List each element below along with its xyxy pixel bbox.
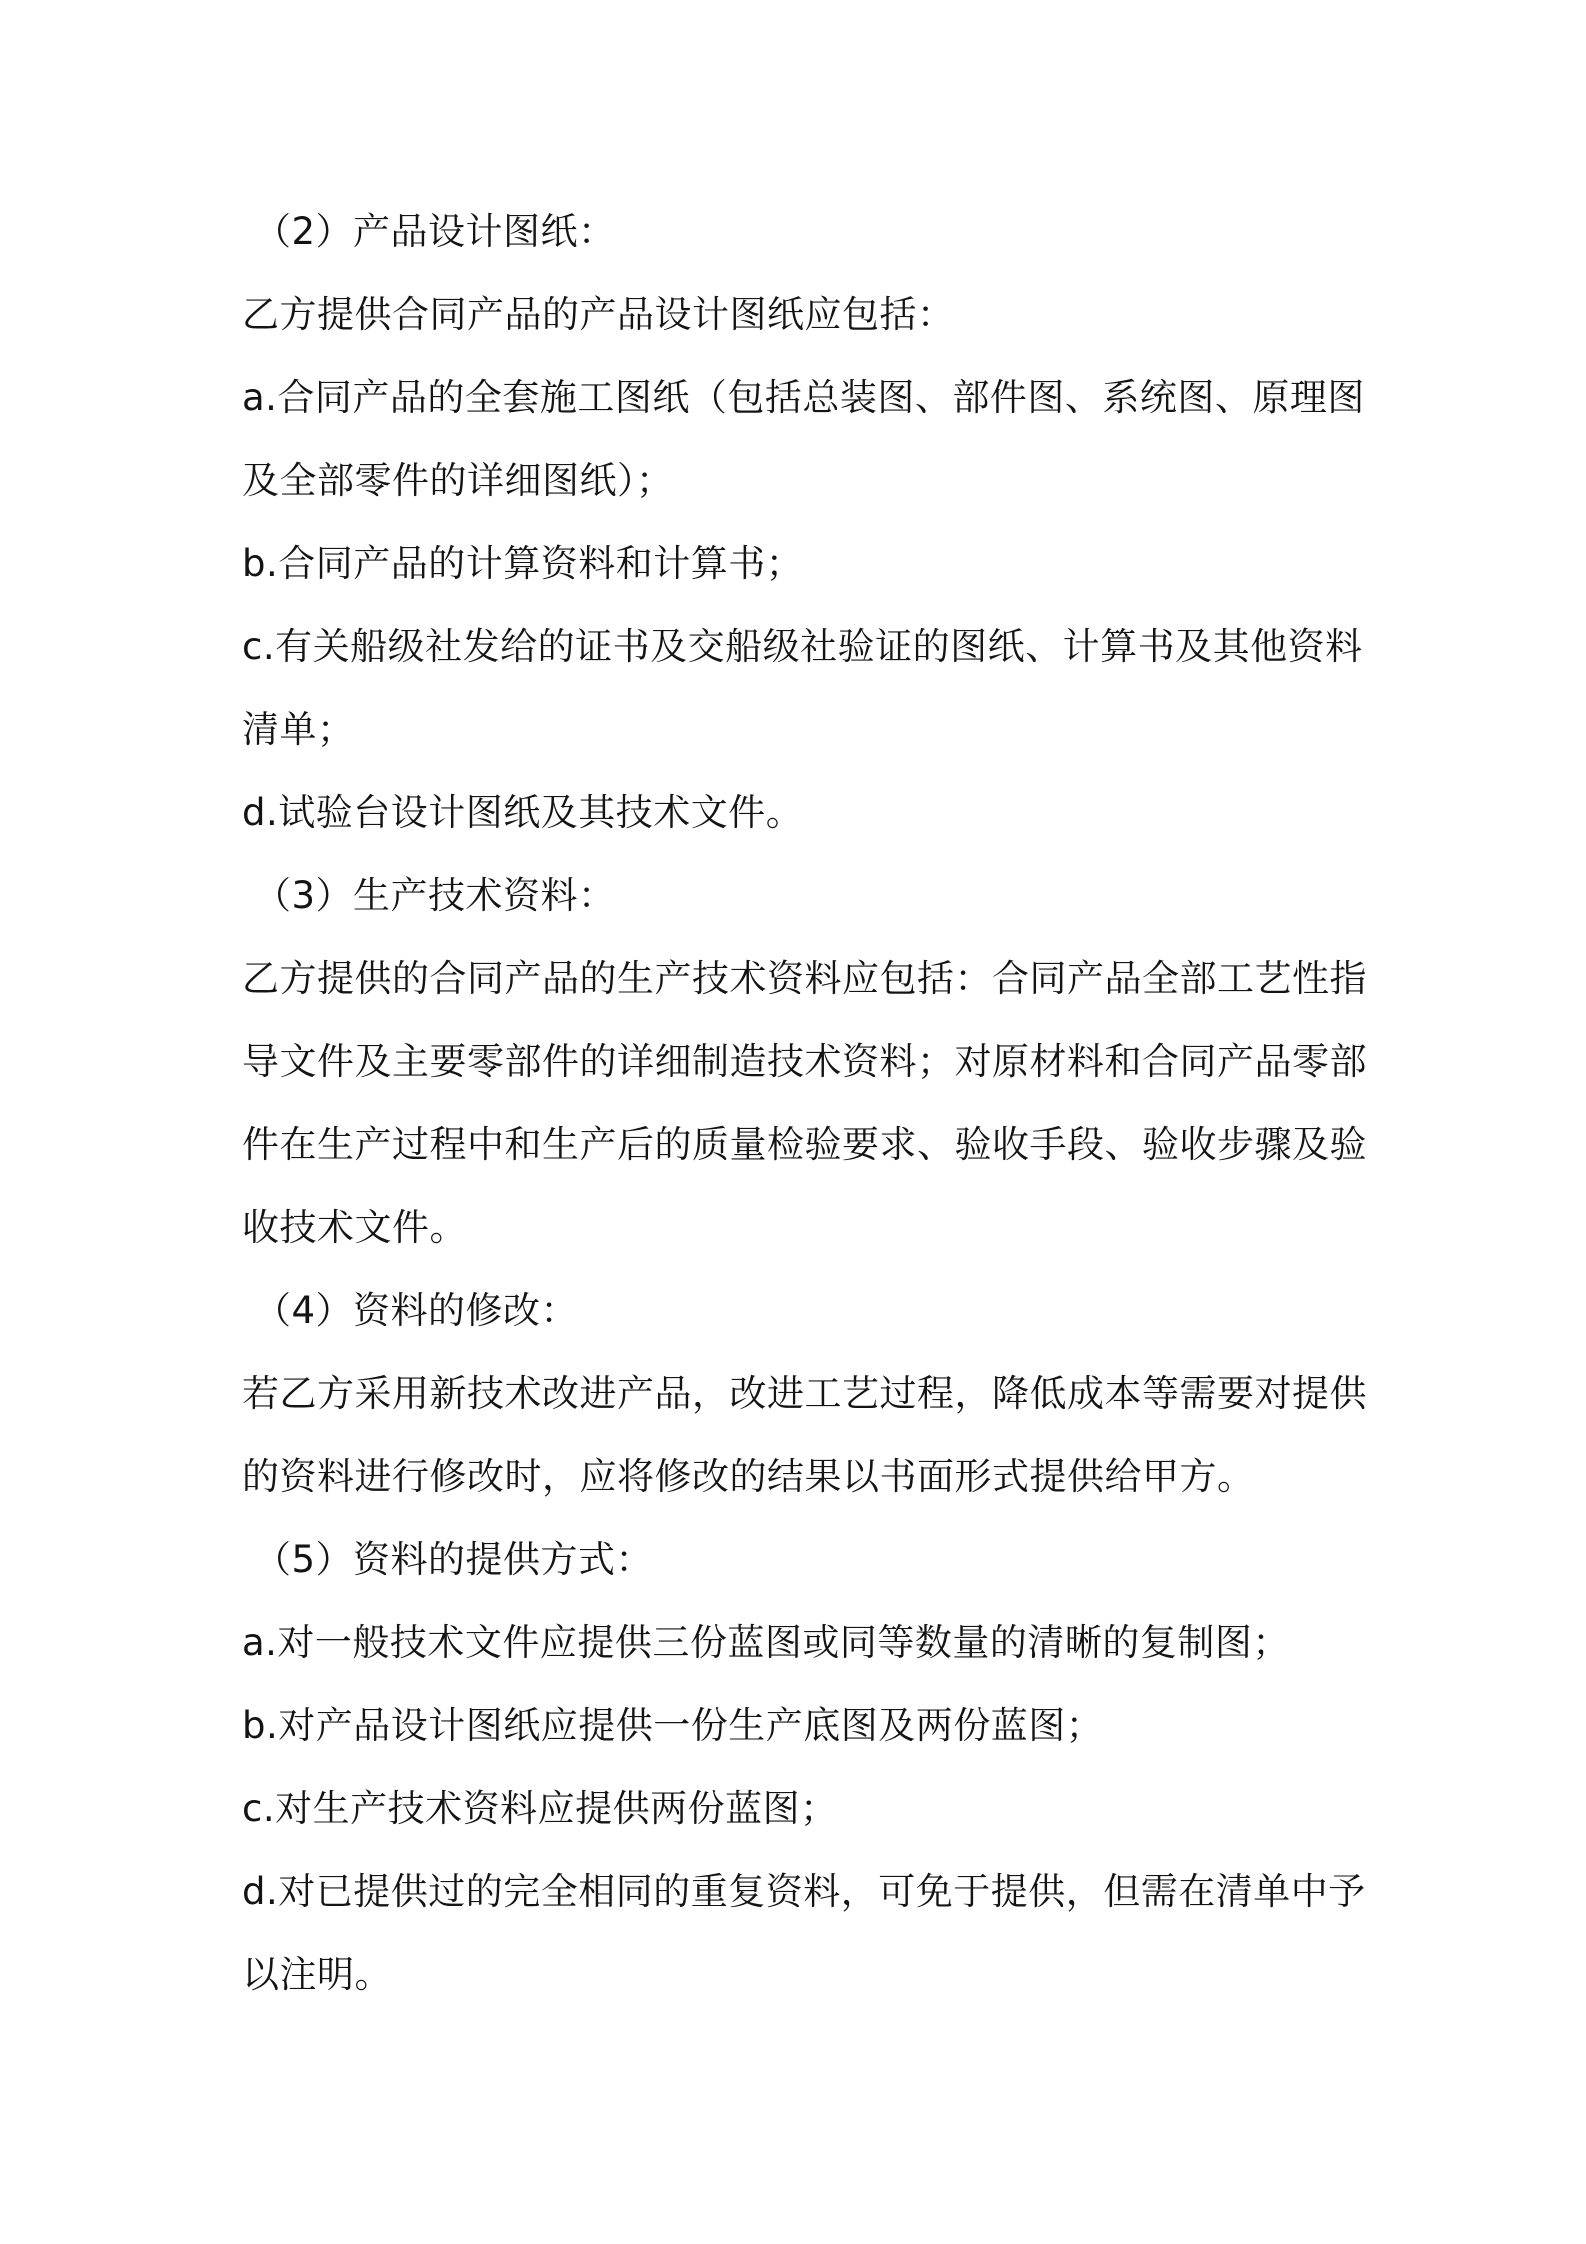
section-3-line-3: 件在生产过程中和生产后的质量检验要求、验收手段、验收步骤及验 <box>242 1123 1367 1166</box>
section-2-intro: 乙方提供合同产品的产品设计图纸应包括： <box>242 293 955 336</box>
section-2-item-c-line-1: c.有关船级社发给的证书及交船级社验证的图纸、计算书及其他资料 <box>242 625 1363 668</box>
section-3-line-2: 导文件及主要零部件的详细制造技术资料；对原材料和合同产品零部 <box>242 1040 1367 1083</box>
section-5-item-a: a.对一般技术文件应提供三份蓝图或同等数量的清晰的复制图； <box>242 1621 1290 1664</box>
document-body <box>242 190 1367 2016</box>
section-2-item-a-line-2: 及全部零件的详细图纸）； <box>242 459 674 502</box>
section-2-item-b: b.合同产品的计算资料和计算书； <box>242 542 804 585</box>
section-2-item-d: d.试验台设计图纸及其技术文件。 <box>242 791 804 834</box>
section-3-line-1: 乙方提供的合同产品的生产技术资料应包括：合同产品全部工艺性指 <box>242 957 1367 1000</box>
section-2-item-a-line-1: a.合同产品的全套施工图纸（包括总装图、部件图、系统图、原理图 <box>242 376 1365 419</box>
section-5-heading: （5）资料的提供方式： <box>254 1538 654 1581</box>
section-3-heading: （3）生产技术资料： <box>254 874 616 917</box>
section-2-heading: （2）产品设计图纸： <box>254 210 616 253</box>
section-5-item-c: c.对生产技术资料应提供两份蓝图； <box>242 1787 838 1830</box>
section-3-line-4: 收技术文件。 <box>242 1206 467 1249</box>
section-5-item-b: b.对产品设计图纸应提供一份生产底图及两份蓝图； <box>242 1704 1104 1747</box>
section-4-heading: （4）资料的修改： <box>254 1289 579 1332</box>
section-5-item-d-line-1: d.对已提供过的完全相同的重复资料，可免于提供，但需在清单中予 <box>242 1870 1366 1913</box>
section-5-item-d-line-2: 以注明。 <box>242 1953 392 1996</box>
section-4-line-2: 的资料进行修改时，应将修改的结果以书面形式提供给甲方。 <box>242 1455 1255 1498</box>
section-2-item-c-line-2: 清单； <box>242 708 355 751</box>
section-4-line-1: 若乙方采用新技术改进产品，改进工艺过程，降低成本等需要对提供 <box>242 1372 1367 1415</box>
